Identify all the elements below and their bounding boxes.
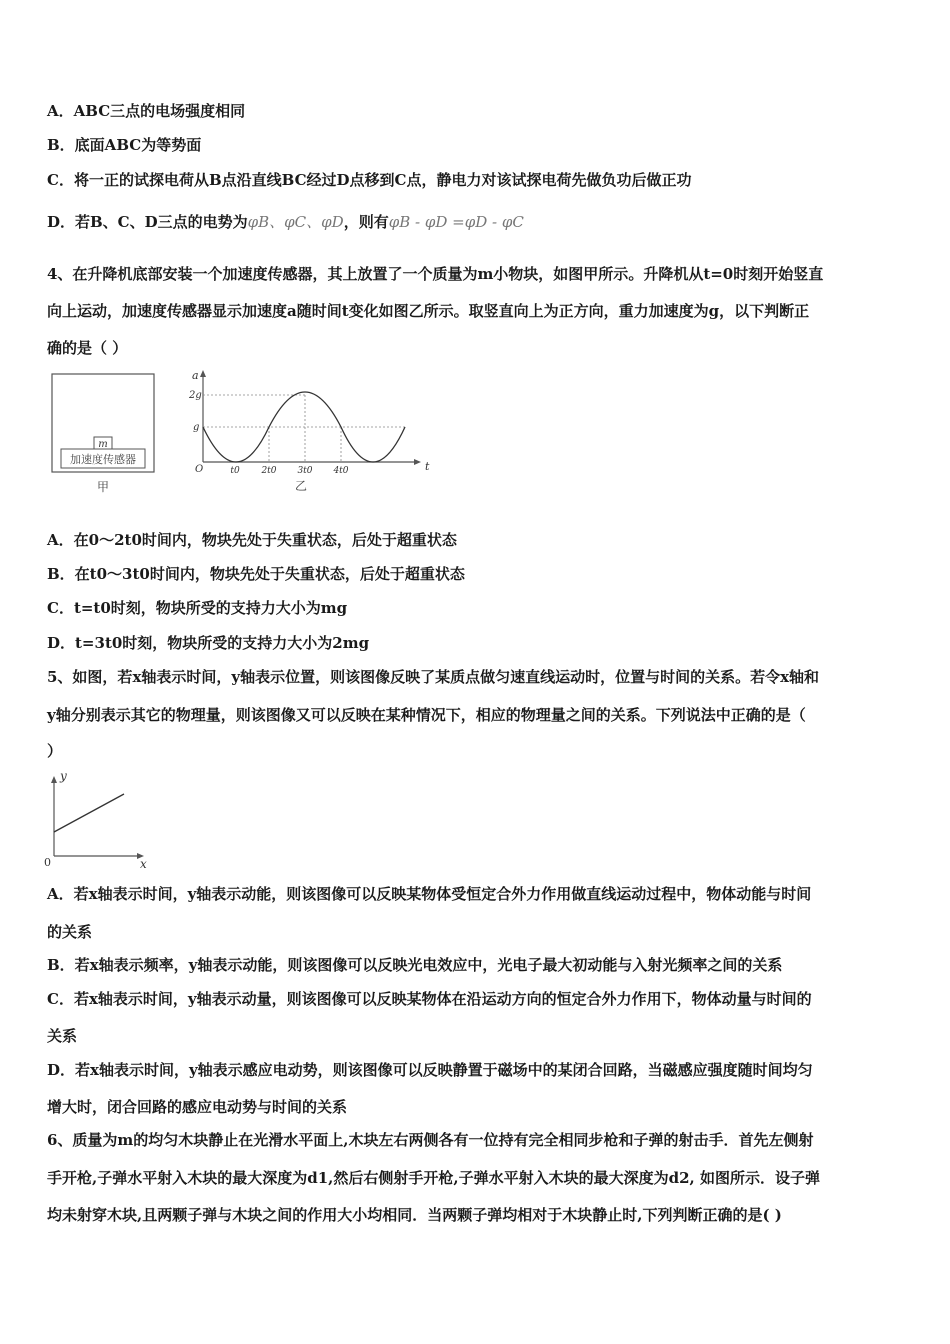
q5-stem-line-2: y轴分别表示其它的物理量，则该图像又可以反映在某种情况下，相应的物理量之间的关系。下列说法中正确的是（ — [47, 706, 806, 724]
sensor-label: 加速度传感器 — [70, 453, 136, 466]
q5-option-c-line-2: 关系 — [47, 1027, 78, 1045]
figure-yi — [185, 366, 435, 496]
q3-option-d-equation: φB - φD =φD - φC — [388, 213, 524, 231]
q4-option-a: A．在0～2t0时间内，物块先处于失重状态，后处于超重状态 — [47, 531, 457, 549]
y-tick-g: g — [193, 422, 200, 433]
x-tick-t0: t0 — [230, 466, 240, 476]
q3-option-c: C．将一正的试探电荷从B点沿直线BC经过D点移到C点，静电力对该试探电荷先做负功后做正功 — [47, 171, 692, 189]
origin-label: O — [195, 464, 204, 475]
q5-option-c-line-1: C．若x轴表示时间，y轴表示动量，则该图像可以反映某物体在沿运动方向的恒定合外力作用下，物体动量与时间的 — [47, 990, 812, 1008]
q6-stem-line-1: 6、质量为m的均匀木块静止在光滑水平面上,木块左右两侧各有一位持有完全相同步枪和子弹的射击手．首先左侧射 — [47, 1131, 814, 1149]
q5-option-d-line-2: 增大时，闭合回路的感应电动势与时间的关系 — [47, 1098, 348, 1116]
q5-option-a-line-1: A．若x轴表示时间，y轴表示动能，则该图像可以反映某物体受恒定合外力作用做直线运动过程中，物体动能与时间 — [47, 885, 812, 903]
q6-stem-line-2: 手开枪,子弹水平射入木块的最大深度为d1,然后右侧射手开枪,子弹水平射入木块的最大深度为d2, 如图所示．设子弹 — [47, 1169, 820, 1187]
q5-x-axis-label: x — [140, 857, 147, 871]
q4-option-c: C．t=t0时刻，物块所受的支持力大小为mg — [47, 599, 348, 617]
y-axis-label: a — [192, 369, 199, 382]
q5-stem-line-3: ） — [47, 742, 63, 760]
q5-option-d-line-1: D．若x轴表示时间，y轴表示感应电动势，则该图像可以反映静置于磁场中的某闭合回路，当磁感应强度随时间均匀 — [47, 1061, 813, 1079]
q4-stem-line-1: 4、在升降机底部安装一个加速度传感器，其上放置了一个质量为m小物块，如图甲所示。升降机从t=0时刻开始竖直 — [47, 265, 824, 283]
x-axis-arrow — [414, 459, 421, 465]
block-label: m — [98, 439, 108, 450]
q4-option-b: B．在t0～3t0时间内，物块先处于失重状态，后处于超重状态 — [47, 565, 465, 583]
x-tick-2t0: 2t0 — [261, 466, 277, 476]
q6-stem-line-3: 均未射穿木块,且两颗子弹与木块之间的作用大小均相同．当两颗子弹均相对于木块静止时,下列判断正确的是( ) — [47, 1206, 782, 1224]
q4-option-d: D．t=3t0时刻，物块所受的支持力大小为2mg — [47, 634, 370, 652]
q3-option-b: B．底面ABC为等势面 — [47, 136, 202, 154]
q5-linear-line — [54, 794, 124, 832]
q3-option-d-potentials: φB、φC、φD — [247, 213, 344, 231]
q3-option-d-prefix: D．若B、C、D三点的电势为 — [47, 213, 248, 231]
x-tick-3t0: 3t0 — [297, 466, 313, 476]
q3-option-d — [47, 212, 524, 232]
y-tick-2g: 2g — [189, 390, 202, 401]
q4-stem-line-3: 确的是（ ） — [47, 339, 128, 357]
x-tick-4t0: 4t0 — [333, 466, 349, 476]
x-axis-label: t — [425, 460, 430, 473]
figure-jia — [50, 372, 160, 496]
q5-stem-line-1: 5、如图，若x轴表示时间，y轴表示位置，则该图像反映了某质点做匀速直线运动时，位置与时间的关系。若令x轴和 — [47, 668, 820, 686]
q5-graph — [40, 768, 160, 872]
q5-option-a-line-2: 的关系 — [47, 923, 93, 941]
q5-origin-label: 0 — [44, 856, 51, 869]
q3-option-a: A．ABC三点的电场强度相同 — [47, 102, 246, 120]
caption-jia: 甲 — [96, 480, 110, 494]
caption-yi: 乙 — [294, 479, 308, 493]
q3-option-d-mid: ，则有 — [343, 213, 389, 231]
y-axis-arrow — [200, 370, 206, 377]
q5-y-axis-label: y — [60, 769, 67, 783]
q4-stem-line-2: 向上运动，加速度传感器显示加速度a随时间t变化如图乙所示。取竖直向上为正方向，重力加速度为g，以下判断正 — [47, 302, 810, 320]
q5-y-axis-arrow — [51, 776, 57, 783]
q5-option-b: B．若x轴表示频率，y轴表示动能，则该图像可以反映光电效应中，光电子最大初动能与入射光频率之间的关系 — [47, 956, 783, 974]
